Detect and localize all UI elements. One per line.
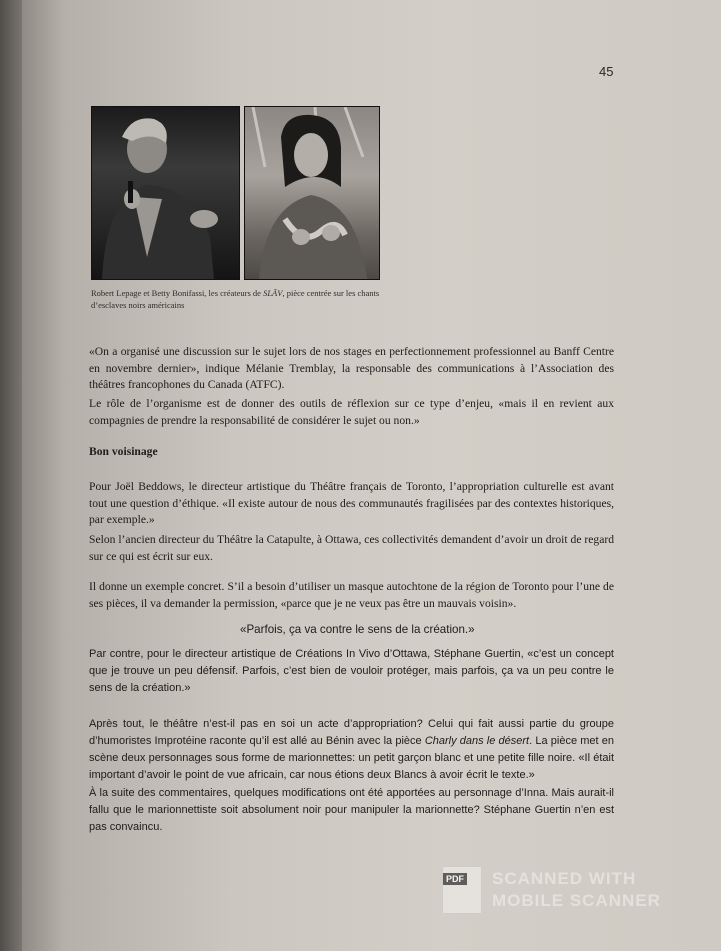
pdf-document-icon: [442, 866, 482, 914]
caption-title: SLĀV: [263, 288, 283, 298]
page-number: 45: [599, 64, 614, 79]
watermark-line-2: MOBILE SCANNER: [492, 891, 661, 910]
pull-quote: «Parfois, ça va contre le sens de la création.»: [240, 623, 475, 636]
caption-text: Robert Lepage et Betty Bonifassi, les créateurs de: [91, 288, 264, 298]
scanner-watermark: [442, 866, 661, 914]
section-heading: Bon voisinage: [89, 445, 158, 458]
book-edge-shadow: [0, 0, 22, 951]
paragraph-4: Selon l’ancien directeur du Théâtre la Catapulte, à Ottawa, ces collectivités demandent d’avoir un droit de regard sur ce qui est écrit sur eux.: [89, 533, 614, 563]
watermark-text: [492, 868, 661, 912]
paragraph-7: [89, 716, 614, 784]
photo-left-figure: [92, 107, 239, 279]
paragraph-7-text: Après tout, le théâtre n’est-il pas en soi un acte d’appropriation? Celui qui fait aussi partie du groupe d’humoristes Improtéine raconte qu’il est allé au Bénin avec la pièce: [89, 718, 614, 747]
photo-betty-bonifassi: [244, 106, 380, 280]
paragraph-1: «On a organisé une discussion sur le sujet lors de nos stages en perfectionnement professionnel au Banff Centre en novembre dernier», indique Mélanie Tremblay, la responsable des communications à l’Association des théâtres francophones du Canada (ATFC).: [89, 345, 614, 391]
play-title: Charly dans le désert: [424, 735, 530, 747]
photo-caption: [91, 287, 391, 311]
paragraph-5: Il donne un exemple concret. S’il a besoin d’utiliser un masque autochtone de la région de Toronto pour l’une de ses pièces, il va demander la permission, «parce que je ne veux pas être un mauvais voisin».: [89, 580, 614, 610]
paragraph-8: À la suite des commentaires, quelques modifications ont été apportées au personnage d’Inna. Mais aurait-il fallu que le marionnettiste soit absolument noir pour manipuler la marionnette? Stéphane Guertin n’en est pas convaincu.: [89, 787, 614, 833]
paragraph-3: Pour Joël Beddows, le directeur artistique du Théâtre français de Toronto, l’appropriation culturelle est avant tout une question d’éthique. «Il existe autour de nous des communautés fragilisées par des contextes historiques, par exemple.»: [89, 480, 614, 526]
photo-right-figure: [245, 107, 379, 279]
paragraph-7-text-end: . La pièce met en scène deux personnages sous forme de marionnettes: un petit garçon blanc et une petite fille noire. «Il était important d’avoir le point de vue africain, car nous étions deux Blancs à avoir écrit le texte.»: [89, 735, 614, 781]
paragraph-2: Le rôle de l’organisme est de donner des outils de réflexion sur ce type d’enjeu, «mais il en revient aux compagnies de prendre la responsabilité de considérer le sujet ou non.»: [89, 397, 614, 427]
watermark-line-1: SCANNED WITH: [492, 869, 637, 888]
paragraph-6: Par contre, pour le directeur artistique de Créations In Vivo d’Ottawa, Stéphane Guertin, «c’est un concept que je trouve un peu défensif. Parfois, c’est bien de vouloir protéger, mais parfois, ça va un peu contre le sens de la création.»: [89, 648, 614, 694]
photo-robert-lepage: [91, 106, 240, 280]
pdf-badge: PDF: [443, 873, 467, 885]
caption-text-end: , pièce centrée sur les chants d’esclaves noirs américains: [91, 288, 380, 310]
